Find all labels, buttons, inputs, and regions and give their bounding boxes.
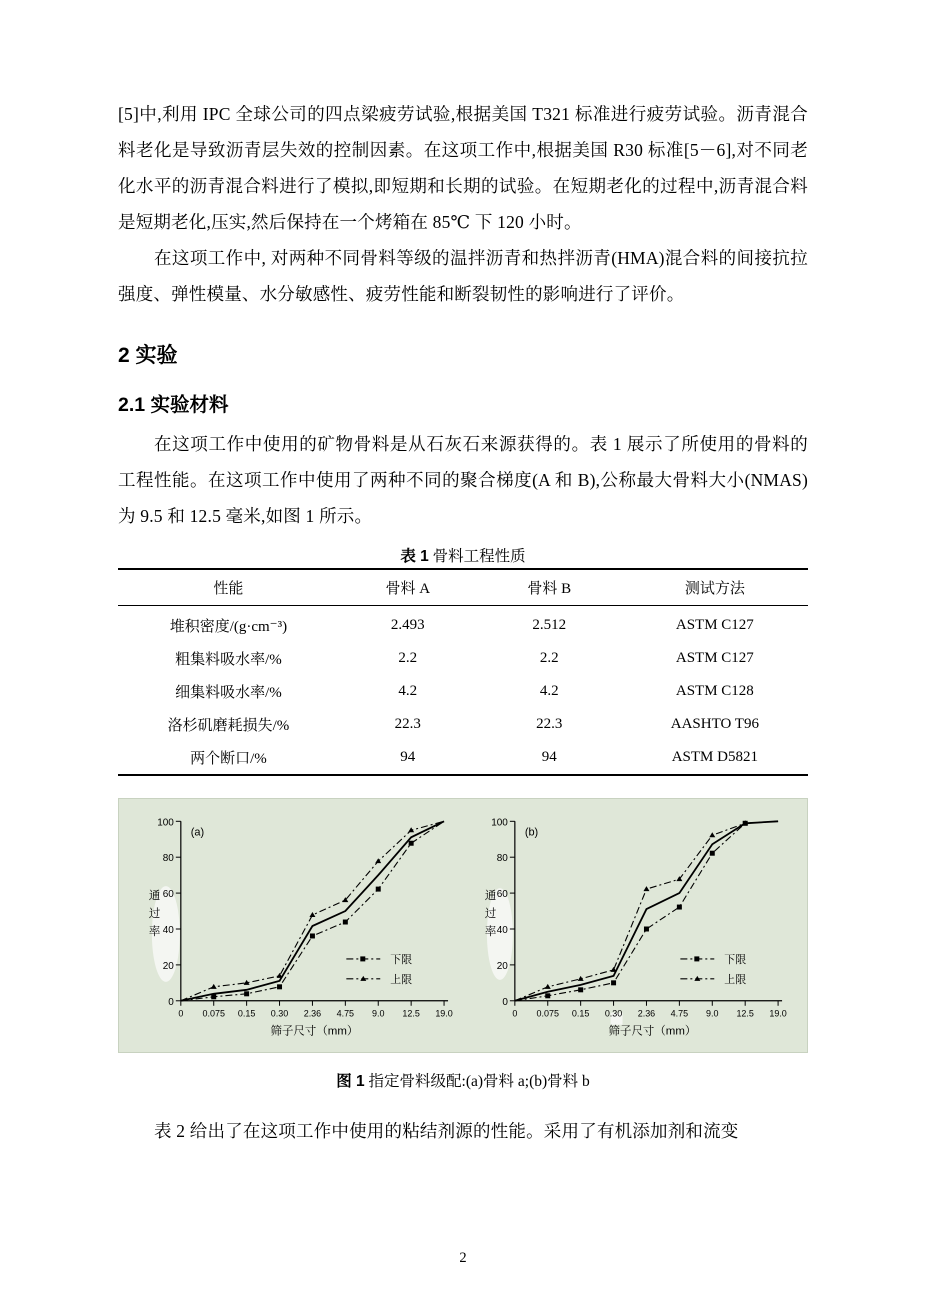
table-cell: 粗集料吸水率/%: [175, 652, 282, 668]
svg-text:0.30: 0.30: [270, 1008, 289, 1019]
svg-text:100: 100: [157, 817, 174, 829]
panel-a-label: (a): [190, 826, 205, 839]
table-cell: 两个断口/%: [118, 741, 339, 775]
table-cell: 堆积密度/(g·cm⁻³): [169, 619, 288, 635]
figure-1-caption-label: 图 1: [336, 1073, 365, 1090]
table-cell: 94: [477, 741, 622, 775]
svg-text:0: 0: [168, 996, 174, 1008]
page-number: 2: [459, 1250, 467, 1266]
svg-text:40: 40: [496, 924, 508, 936]
table-cell: 2.2: [398, 650, 418, 666]
svg-text:4.75: 4.75: [670, 1008, 689, 1019]
table-1-body: [118, 606, 808, 776]
table-1-caption-text: 骨料工程性质: [432, 548, 526, 565]
chart-b-svg: [463, 799, 807, 1052]
svg-text:0.15: 0.15: [571, 1008, 590, 1019]
chart-a-legend: [346, 953, 412, 986]
paragraph-3: 在这项工作中使用的矿物骨料是从石灰石来源获得的。表 1 展示了所使用的骨料的工程性能。在这项工作中使用了两种不同的聚合梯度(A 和 B),公称最大骨料大小(NMAS)为 9.5 和 12.5 毫米,如图 1 所示。: [118, 434, 808, 526]
svg-text:0.075: 0.075: [202, 1008, 225, 1019]
table-header-row: [118, 569, 808, 606]
table-cell: 2.2: [539, 650, 559, 666]
paragraph-1: [5]中,利用 IPC 全球公司的四点梁疲劳试验,根据美国 T321 标准进行疲劳试验。沥青混合料老化是导致沥青层失效的控制因素。在这项工作中,根据美国 R30 标准[5－6],对不同老化水平的沥青混合料进行了模拟,即短期和长期的试验。在短期老化的过程中,沥青混合料是短期老化,压实,然后保持在一个烤箱在 85℃ 下 120 小时。: [118, 104, 808, 232]
chart-a-xlabel: 筛子尺寸（mm）: [270, 1025, 359, 1038]
panel-b-label: (b): [524, 826, 539, 839]
table-cell: 4.2: [398, 683, 418, 699]
chart-b-ylabel-1: 通: [484, 890, 497, 903]
svg-text:0.075: 0.075: [536, 1008, 559, 1019]
svg-text:下限: 下限: [390, 953, 413, 966]
table-row: [118, 741, 808, 775]
table-cell: ASTM C127: [675, 617, 754, 633]
table-cell: AASHTO T96: [670, 716, 759, 732]
svg-text:20: 20: [496, 960, 508, 972]
svg-text:80: 80: [496, 853, 508, 865]
table-row: [118, 642, 808, 675]
svg-text:上限: 上限: [724, 973, 747, 986]
chart-b-legend: [680, 953, 746, 986]
svg-text:0: 0: [512, 1008, 518, 1019]
svg-text:100: 100: [491, 817, 508, 829]
svg-text:60: 60: [162, 889, 174, 901]
figure-1-caption: [118, 1069, 808, 1091]
svg-text:0: 0: [502, 996, 508, 1008]
table-cell: ASTM C127: [675, 650, 754, 666]
svg-text:12.5: 12.5: [736, 1008, 754, 1019]
table-1-header-cell: 性能: [118, 569, 339, 606]
svg-text:12.5: 12.5: [402, 1008, 420, 1019]
svg-text:0: 0: [178, 1008, 184, 1019]
svg-text:40: 40: [162, 924, 174, 936]
table-cell: 94: [339, 741, 477, 775]
svg-text:2.36: 2.36: [303, 1008, 322, 1019]
svg-text:20: 20: [162, 960, 174, 972]
table-cell: 22.3: [536, 716, 563, 732]
table-cell: ASTM D5821: [622, 741, 808, 775]
table-1-caption-label: 表 1: [400, 548, 429, 565]
svg-text:19.0: 19.0: [769, 1008, 787, 1019]
svg-text:19.0: 19.0: [435, 1008, 453, 1019]
svg-text:0.15: 0.15: [237, 1008, 256, 1019]
chart-a-svg: [119, 799, 463, 1052]
svg-text:上限: 上限: [390, 973, 413, 986]
table-cell: 2.512: [532, 617, 567, 633]
table-1-caption: [118, 544, 808, 566]
paragraph-4: 表 2 给出了在这项工作中使用的粘结剂源的性能。采用了有机添加剂和流变: [154, 1121, 739, 1141]
table-cell: 2.493: [390, 617, 425, 633]
chart-b-ylabel-3: 率: [484, 925, 497, 938]
svg-text:80: 80: [162, 853, 174, 865]
chart-a-ylabel-1: 通: [148, 890, 161, 903]
table-row: [118, 675, 808, 708]
section-heading-2-1: 2.1 实验材料: [118, 394, 229, 416]
table-1: [118, 568, 808, 776]
table-1-header-cell: 骨料 A: [339, 569, 477, 606]
chart-a-ylabel-3: 率: [148, 925, 161, 938]
paragraph-2: 在这项工作中, 对两种不同骨料等级的温拌沥青和热拌沥青(HMA)混合料的间接抗拉强度、弹性模量、水分敏感性、疲劳性能和断裂韧性的影响进行了评价。: [118, 248, 808, 304]
table-cell: 4.2: [539, 683, 559, 699]
table-cell: 22.3: [394, 716, 421, 732]
table-row: [118, 708, 808, 741]
chart-b-ylabel-2: 过: [484, 908, 497, 921]
svg-text:4.75: 4.75: [336, 1008, 355, 1019]
svg-text:9.0: 9.0: [706, 1008, 719, 1019]
chart-panel-b: [463, 799, 807, 1052]
figure-1-image: [118, 798, 808, 1053]
chart-a-ylabel-2: 过: [148, 908, 161, 921]
svg-text:60: 60: [496, 889, 508, 901]
svg-text:2.36: 2.36: [637, 1008, 656, 1019]
table-row: [118, 606, 808, 643]
table-1-head: [118, 569, 808, 606]
figure-1-caption-text: 指定骨料级配:(a)骨料 a;(b)骨料 b: [368, 1073, 590, 1090]
table-1-header-cell: 骨料 B: [477, 569, 622, 606]
svg-text:下限: 下限: [724, 953, 747, 966]
table-cell: 洛杉矶磨耗损失/%: [167, 718, 290, 734]
table-cell: ASTM C128: [675, 683, 754, 699]
table-1-header-cell: 测试方法: [622, 569, 808, 606]
table-cell: 细集料吸水率/%: [175, 685, 282, 701]
svg-text:9.0: 9.0: [372, 1008, 385, 1019]
section-heading-2: 2 实验: [118, 344, 178, 367]
chart-panel-a: [119, 799, 463, 1052]
svg-text:0.30: 0.30: [604, 1008, 623, 1019]
chart-b-xlabel: 筛子尺寸（mm）: [608, 1025, 697, 1038]
